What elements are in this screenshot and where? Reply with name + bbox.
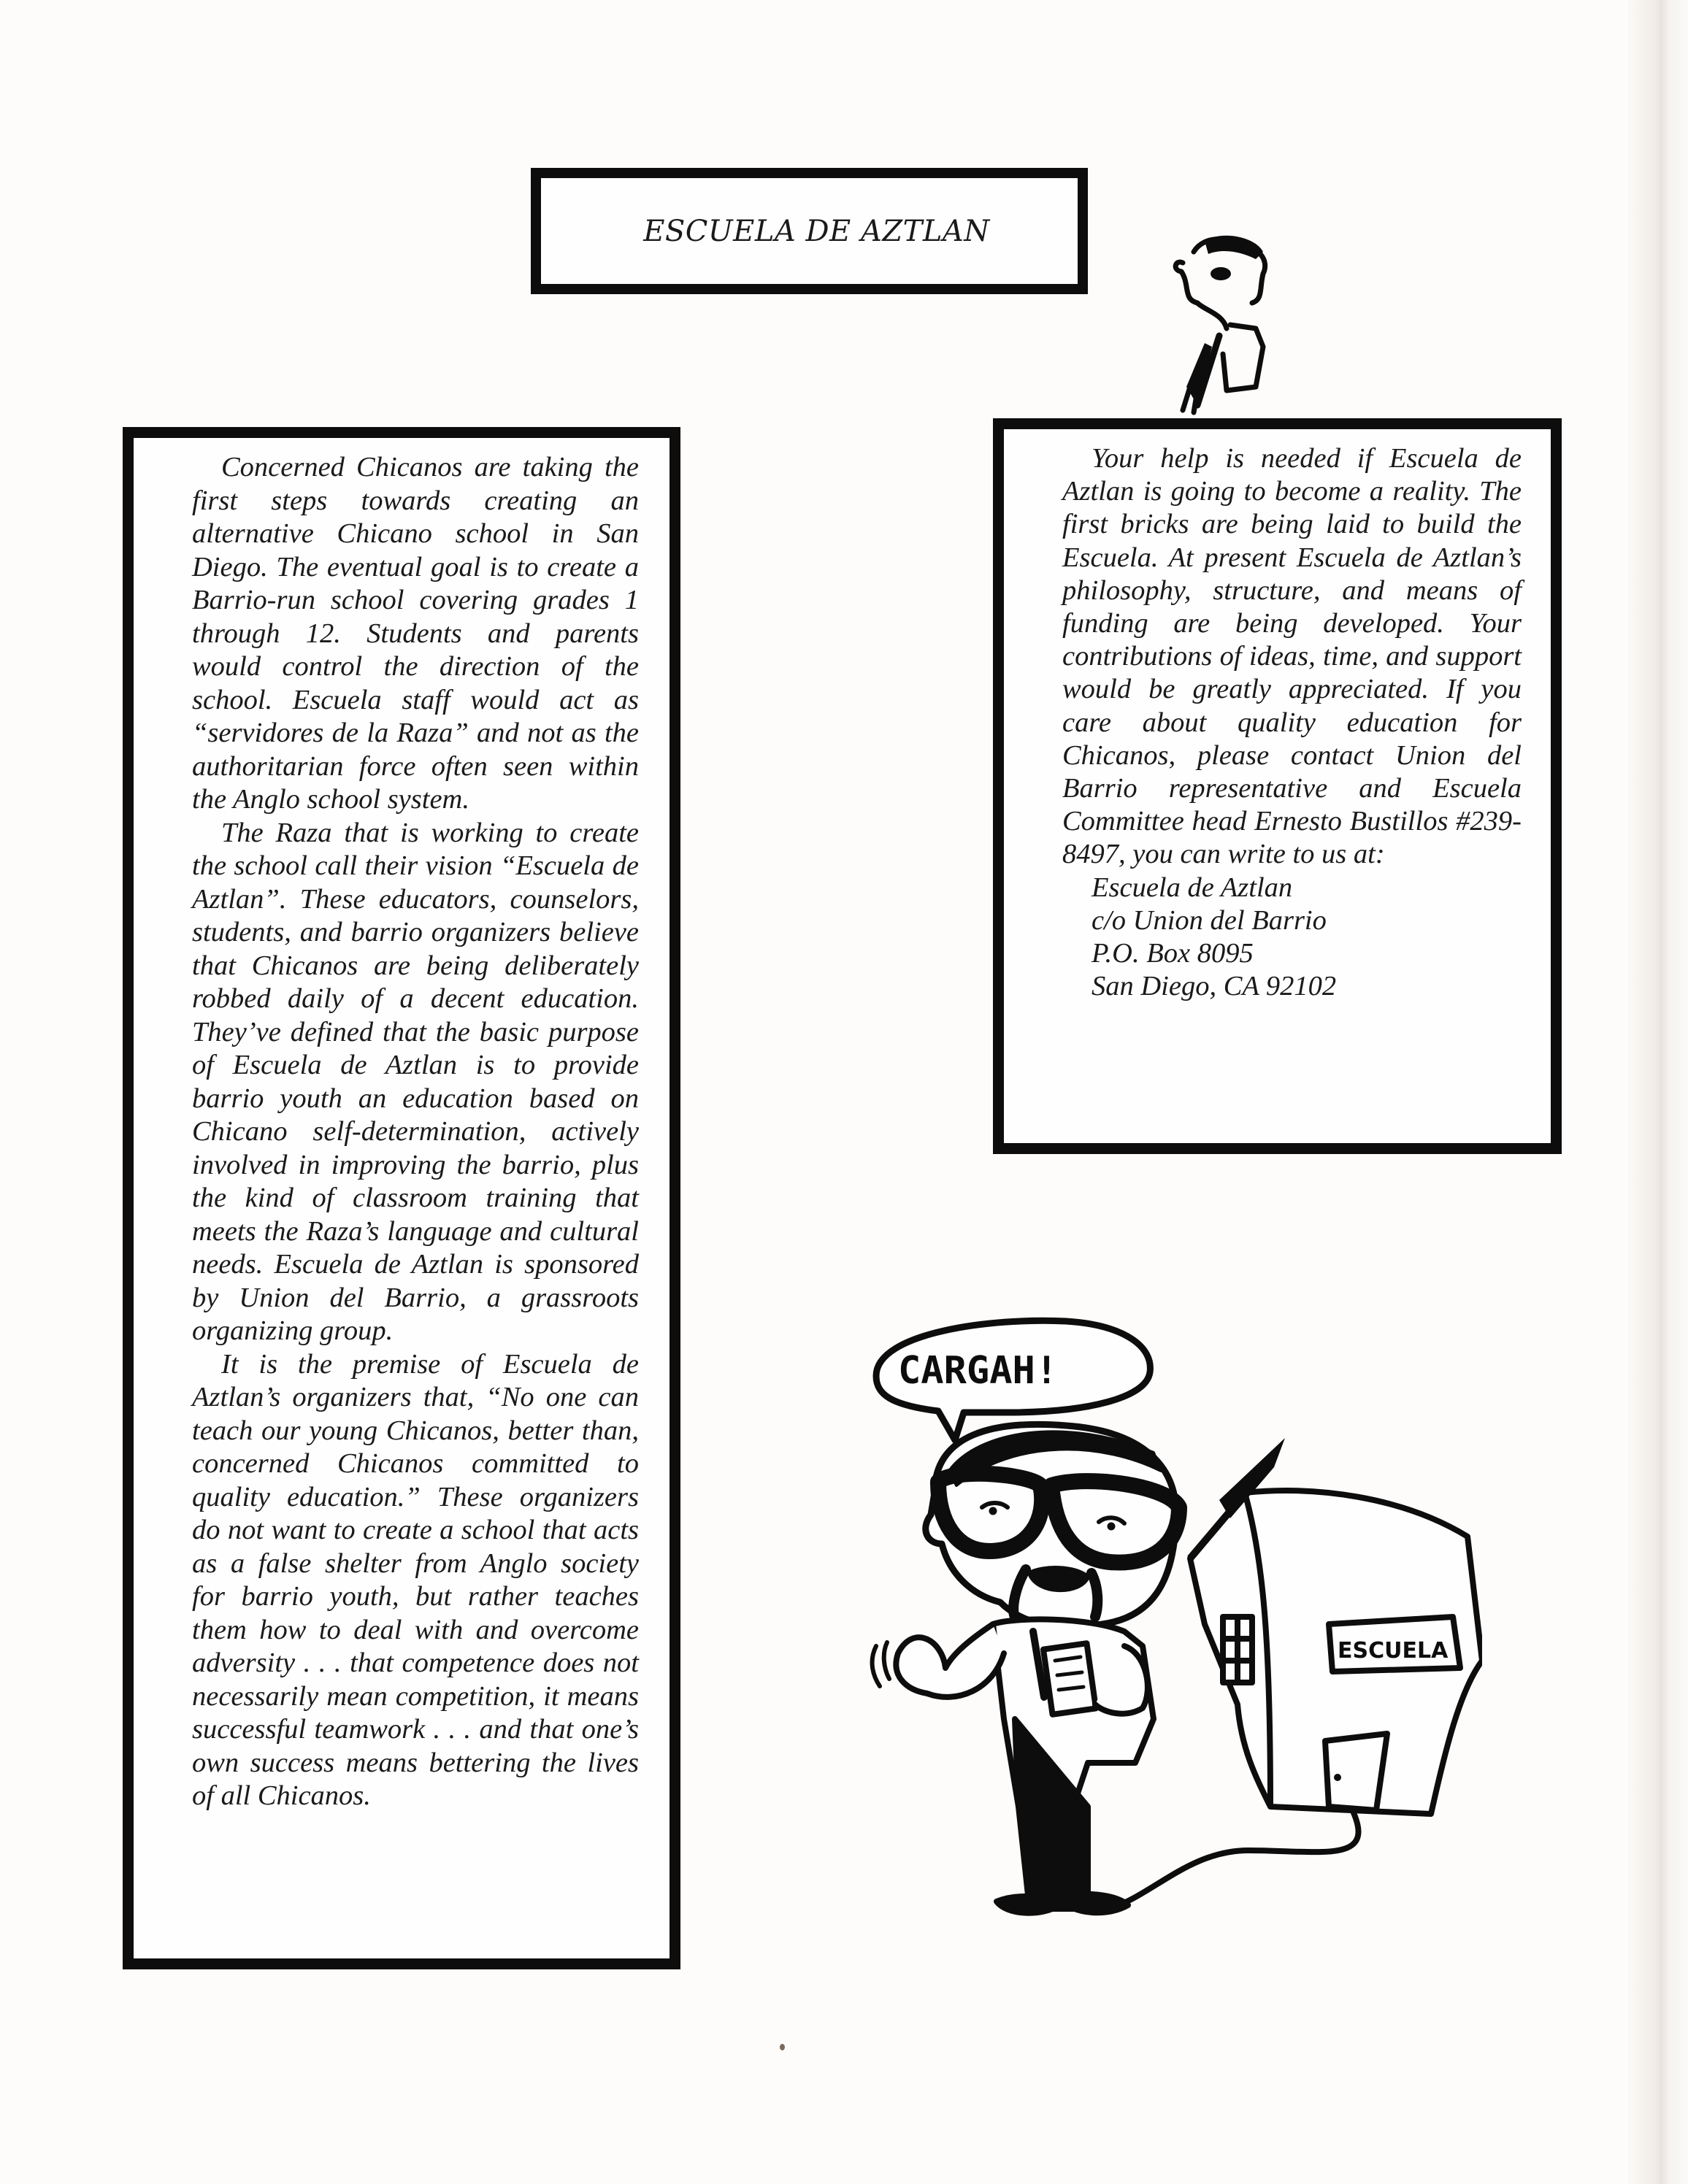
title-box — [531, 168, 1088, 294]
teacher-face-icon — [926, 1424, 1179, 1626]
address-line: c/o Union del Barrio — [1092, 904, 1327, 936]
paper-speck — [780, 2044, 785, 2050]
address-line: San Diego, CA 92102 — [1092, 971, 1337, 1002]
article-left-column — [123, 427, 680, 1969]
article-paragraph: It is the premise of Escuela de Aztlan’s organizers that, “No one can teach our young Chicanos, better than, concerned Chicanos committed to quality education.” These organizers do not want to create a school that acts as a false shelter from Anglo society for barrio youth, but rather teaches them how to deal with and overcome adversity . . . that competence does not necessarily mean competition, it means successful teamwork . . . and that one’s own success means bettering the lives of all Chicanos. — [192, 1348, 639, 1811]
page-title: ESCUELA DE AZTLAN — [643, 214, 990, 248]
mailing-address — [1092, 872, 1522, 1004]
article-paragraph: The Raza that is working to create the school call their vision “Escuela de Aztlan”. These educators, counselors, students, and barrio organizers believe that Chicanos are being deliberately robbed daily of a decent education. They’ve defined that the basic purpose of Escuela de Aztlan is to provide barrio youth an education based on Chicano self-determination, actively involved in improving the barrio, plus the kind of classroom training that meets the Raza’s language and cultural needs. Escuela de Aztlan is sponsored by Union del Barrio, a grassroots organizing group. — [192, 817, 639, 1346]
teacher-cartoon-illustration — [847, 1310, 1482, 1945]
address-line: P.O. Box 8095 — [1092, 938, 1254, 969]
page-binding-edge — [1628, 0, 1688, 2184]
school-sign-text: ESCUELA — [1338, 1638, 1449, 1664]
small-cartoon-figure-icon — [1154, 219, 1300, 416]
appeal-right-column — [993, 418, 1562, 1154]
teacher-body-icon — [872, 1619, 1154, 1912]
address-line: Escuela de Aztlan — [1092, 872, 1293, 903]
article-paragraph: Concerned Chicanos are taking the first steps towards creating an alternative Chicano school in San Diego. The eventual goal is to create a Barrio-run school covering grades 1 through 12. Students and parents would control the direction of the school. Escuela staff would act as “servidores de la Raza” and not as the authoritarian force often seen within the Anglo school system. — [192, 452, 639, 815]
appeal-paragraph: Your help is needed if Escuela de Aztlan is going to become a reality. The first bricks are being laid to build the Escuela. At present Escuela de Aztlan’s philosophy, structure, and means of funding are being developed. Your contributions of ideas, time, and support would be greatly appreciated. If you care about quality education for Chicanos, please contact Union del Barrio representative and Escuela Committee head Ernesto Bustillos #239-8497, you can write to us at: — [1062, 443, 1522, 870]
speech-bubble-text: CARGAH! — [898, 1349, 1059, 1393]
